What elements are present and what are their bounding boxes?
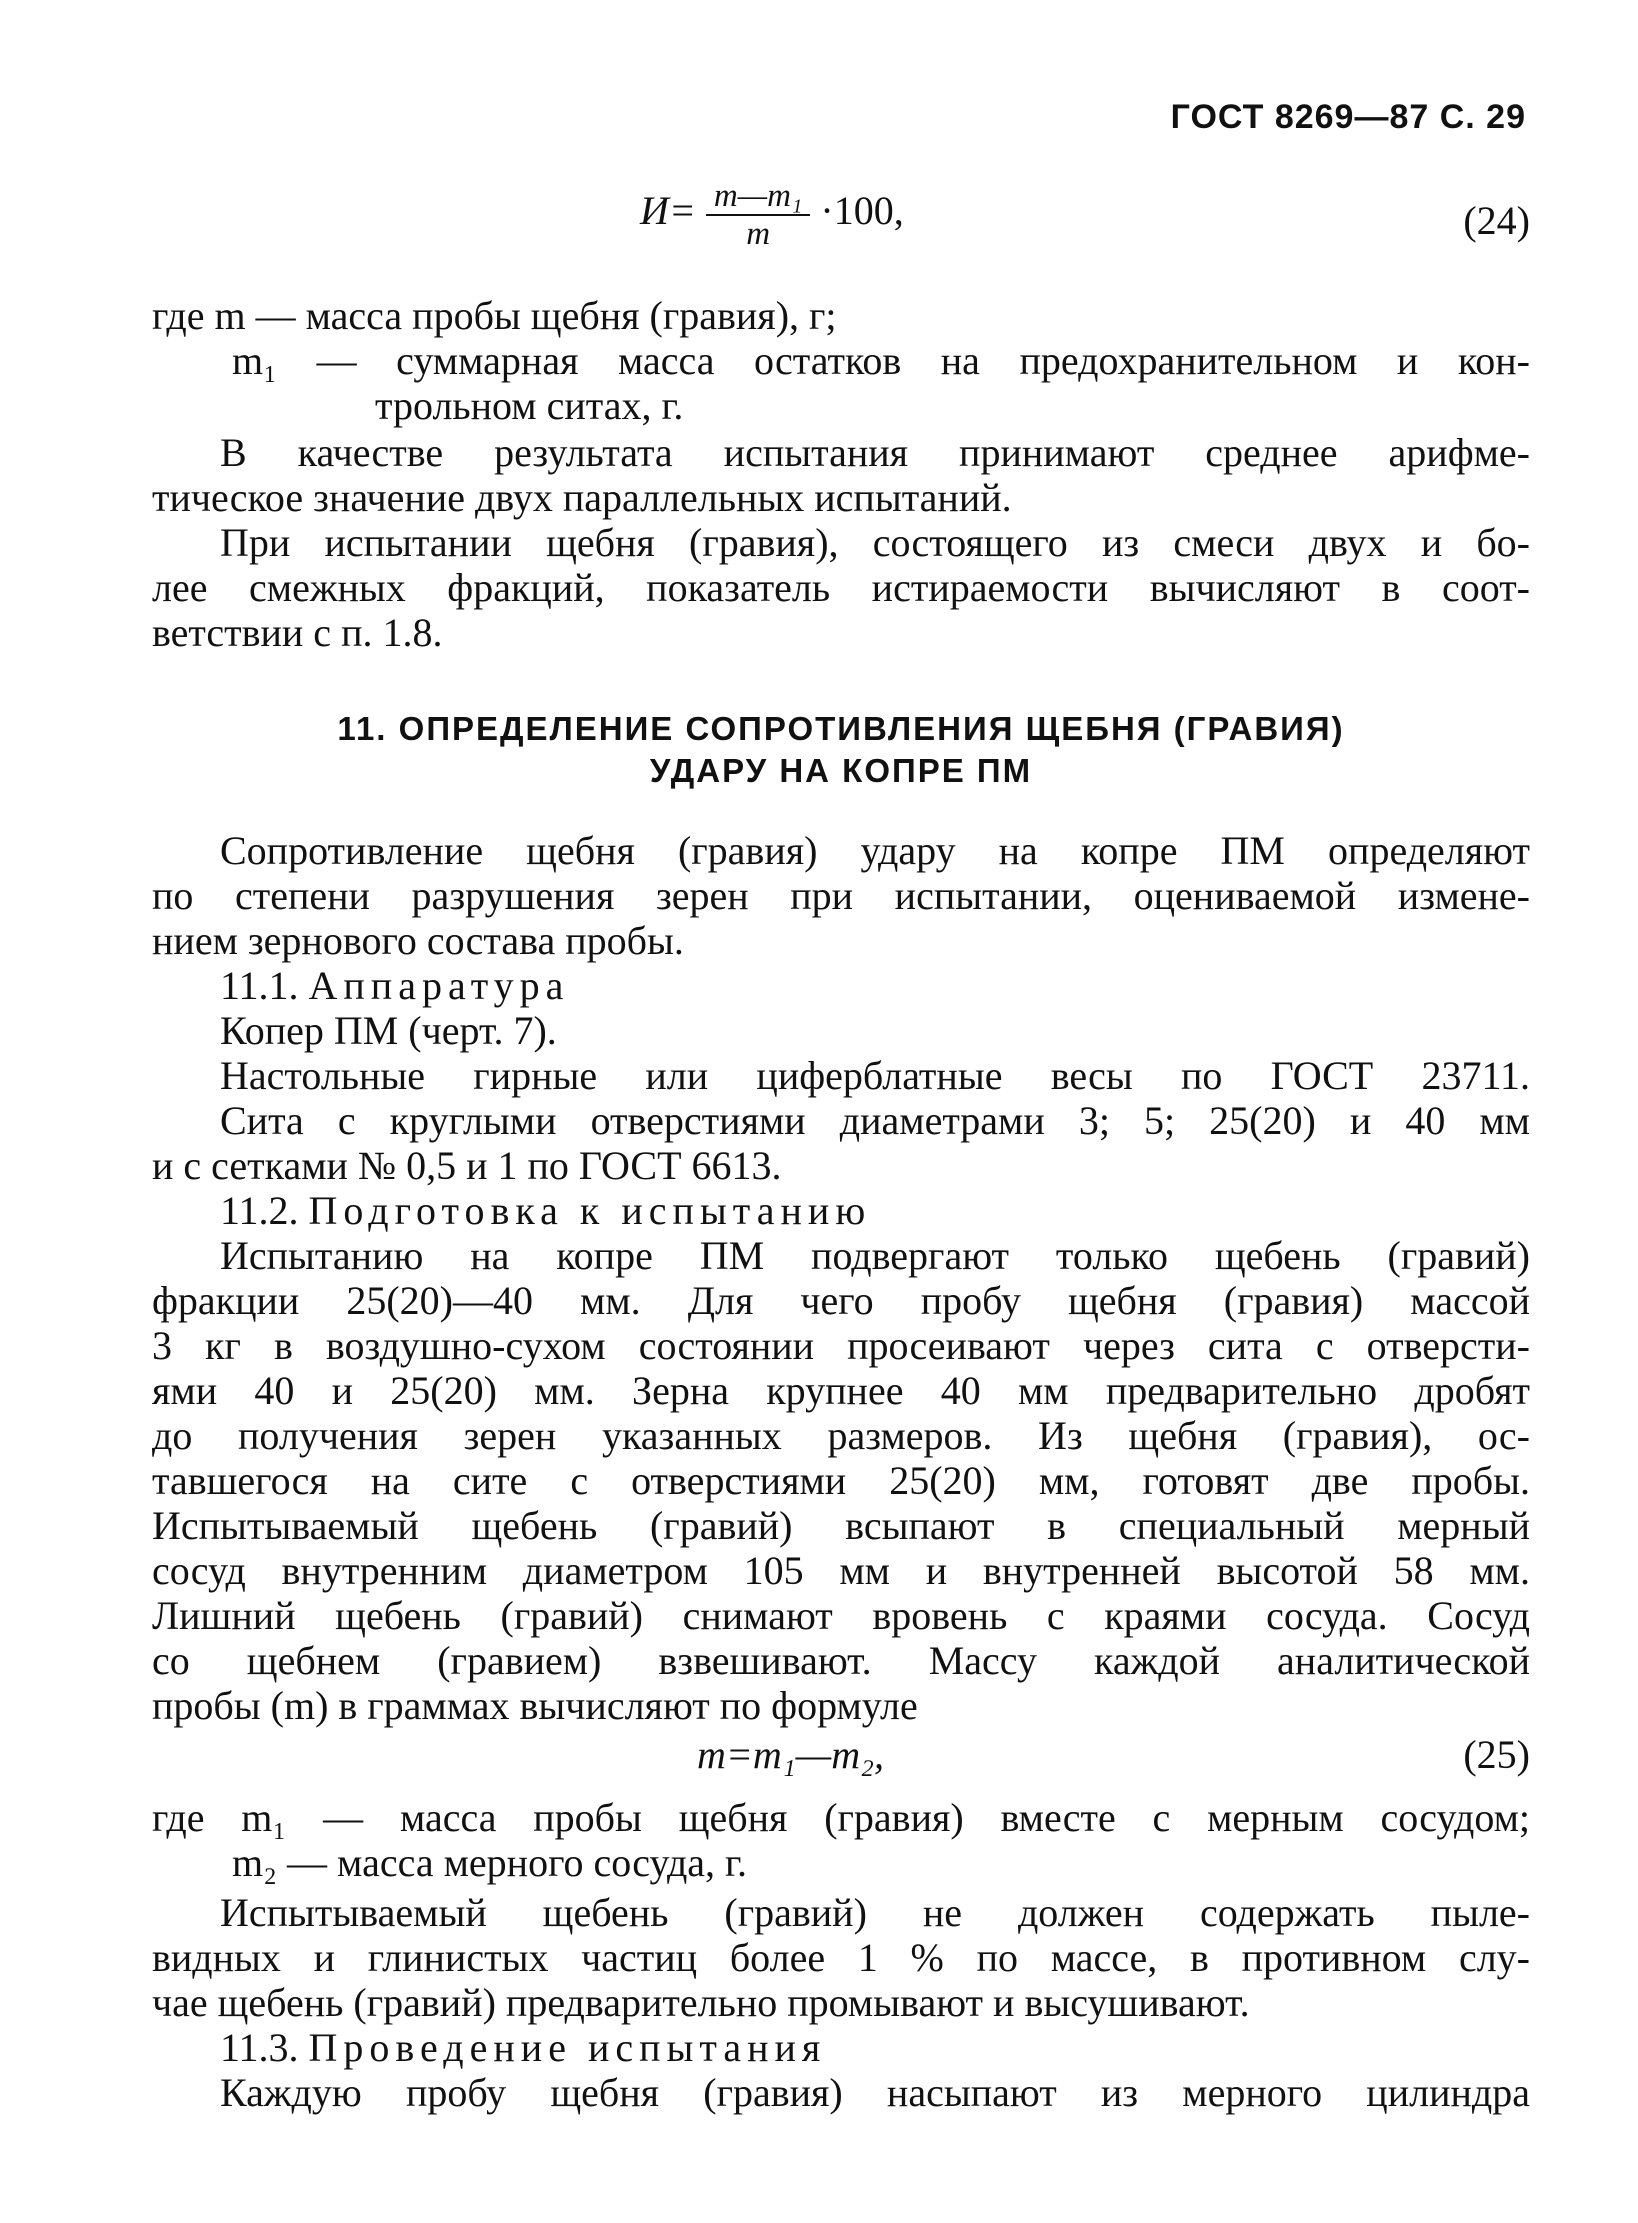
- subsection-title: [152, 2025, 1530, 2070]
- text-line: Испытанию на копре ПМ подвергают только щебень (гравий): [220, 1233, 1530, 1278]
- text-line: Лишний щебень (гравий) снимают вровень с краями сосуда. Сосуд: [152, 1593, 1530, 1638]
- text-line: Испытываемый щебень (гравий) всыпают в специальный мерный: [152, 1503, 1530, 1548]
- apparatus-item: Сита с круглыми отверстиями диаметрами 3; 5; 25(20) и 40 мм: [220, 1098, 1530, 1143]
- subsection-number: 11.1.: [220, 963, 299, 1008]
- apparatus-item: Настольные гирные или циферблатные весы по ГОСТ 23711.: [220, 1053, 1530, 1098]
- text-line: фракции 25(20)—40 мм. Для чего пробу щебня (гравия) массой: [152, 1278, 1530, 1323]
- formula-24-numerator: m—m₁: [706, 178, 810, 216]
- text-line: ветствии с п. 1.8.: [152, 610, 443, 655]
- subsection-number: 11.3.: [220, 2025, 299, 2070]
- apparatus-item: Копер ПМ (черт. 7).: [220, 1008, 557, 1053]
- text-line: ями 40 и 25(20) мм. Зерна крупнее 40 мм предварительно дробят: [152, 1368, 1530, 1413]
- text-line: В качестве результата испытания принимают среднее арифме-: [220, 430, 1530, 475]
- section-heading: [152, 708, 1530, 792]
- definition-line: где m₁ — масса пробы щебня (гравия) вместе с мерным сосудом;: [152, 1795, 1530, 1840]
- formula-25-expression: m=m₁—m₂,: [697, 1732, 885, 1777]
- text-line: до получения зерен указанных размеров. Из щебня (гравия), ос-: [152, 1413, 1530, 1458]
- text-line: сосуд внутренним диаметром 105 мм и внутренней высотой 58 мм.: [152, 1548, 1530, 1593]
- formula-25-definitions: [152, 1795, 1530, 1885]
- subsection-title: [152, 963, 1530, 1008]
- subsection-title: [152, 1188, 1530, 1233]
- paragraph-mix: [152, 520, 1530, 655]
- subsection-name: Проведение испытания: [308, 2025, 827, 2070]
- text-line: тавшегося на сите с отверстиями 25(20) мм, готовят две пробы.: [152, 1458, 1530, 1503]
- definition-line: m₂ — масса мерного сосуда, г.: [232, 1840, 747, 1885]
- text-line: 3 кг в воздушно-сухом состоянии просеивают через сита с отверсти-: [152, 1323, 1530, 1368]
- subsection-number: 11.2.: [220, 1188, 299, 1233]
- definition-line: m₁ — суммарная масса остатков на предохранительном и кон-: [232, 338, 1530, 383]
- page-header: ГОСТ 8269—87 С. 29: [1170, 98, 1526, 136]
- paragraph-dust: [152, 1890, 1530, 2025]
- section-heading-line: УДАРУ НА КОПРЕ ПМ: [649, 752, 1033, 789]
- formula-25-number: (25): [1463, 1732, 1530, 1777]
- subsection-name: Аппаратура: [308, 963, 570, 1008]
- definition-line: где m — масса пробы щебня (гравия), г;: [152, 293, 837, 338]
- section-heading-line: 11. ОПРЕДЕЛЕНИЕ СОПРОТИВЛЕНИЯ ЩЕБНЯ (ГРАВИЯ): [337, 710, 1345, 747]
- formula-24-fraction: [706, 178, 810, 252]
- text-line: Испытываемый щебень (гравий) не должен содержать пыле-: [220, 1890, 1530, 1935]
- formula-24-definitions: [152, 293, 1530, 428]
- text-line: При испытании щебня (гравия), состоящего из смеси двух и бо-: [220, 520, 1530, 565]
- definition-line: трольном ситах, г.: [375, 383, 684, 428]
- text-line: лее смежных фракций, показатель истираемости вычисляют в соот-: [152, 565, 1530, 610]
- formula-24: [152, 178, 1530, 268]
- formula-24-number: (24): [1463, 198, 1530, 243]
- apparatus-item: и с сетками № 0,5 и 1 по ГОСТ 6613.: [152, 1143, 782, 1188]
- text-line: Каждую пробу щебня (гравия) насыпают из мерного цилиндра: [220, 2070, 1530, 2115]
- text-line: со щебнем (гравием) взвешивают. Массу каждой аналитической: [152, 1638, 1530, 1683]
- subsection-11-3: [152, 2025, 1530, 2115]
- text-line: видных и глинистых частиц более 1 % по массе, в противном слу-: [152, 1935, 1530, 1980]
- text-line: пробы (m) в граммах вычисляют по формуле: [152, 1683, 918, 1728]
- subsection-name: Подготовка к испытанию: [308, 1188, 872, 1233]
- paragraph-intro: [152, 828, 1530, 963]
- text-line: Сопротивление щебня (гравия) удару на копре ПМ определяют: [220, 828, 1530, 873]
- formula-24-lhs: И=: [640, 188, 696, 234]
- text-line: нием зернового состава пробы.: [152, 918, 684, 963]
- text-line: по степени разрушения зерен при испытании, оцениваемой измене-: [152, 873, 1530, 918]
- formula-24-denominator: m: [746, 216, 771, 252]
- text-line: чае щебень (гравий) предварительно промывают и высушивают.: [152, 1980, 1250, 2025]
- subsection-11-1: [152, 963, 1530, 1188]
- subsection-11-2: [152, 1188, 1530, 1728]
- text-line: тическое значение двух параллельных испытаний.: [152, 475, 1012, 520]
- formula-24-rhs: ·100,: [820, 188, 904, 234]
- paragraph-result: [152, 430, 1530, 520]
